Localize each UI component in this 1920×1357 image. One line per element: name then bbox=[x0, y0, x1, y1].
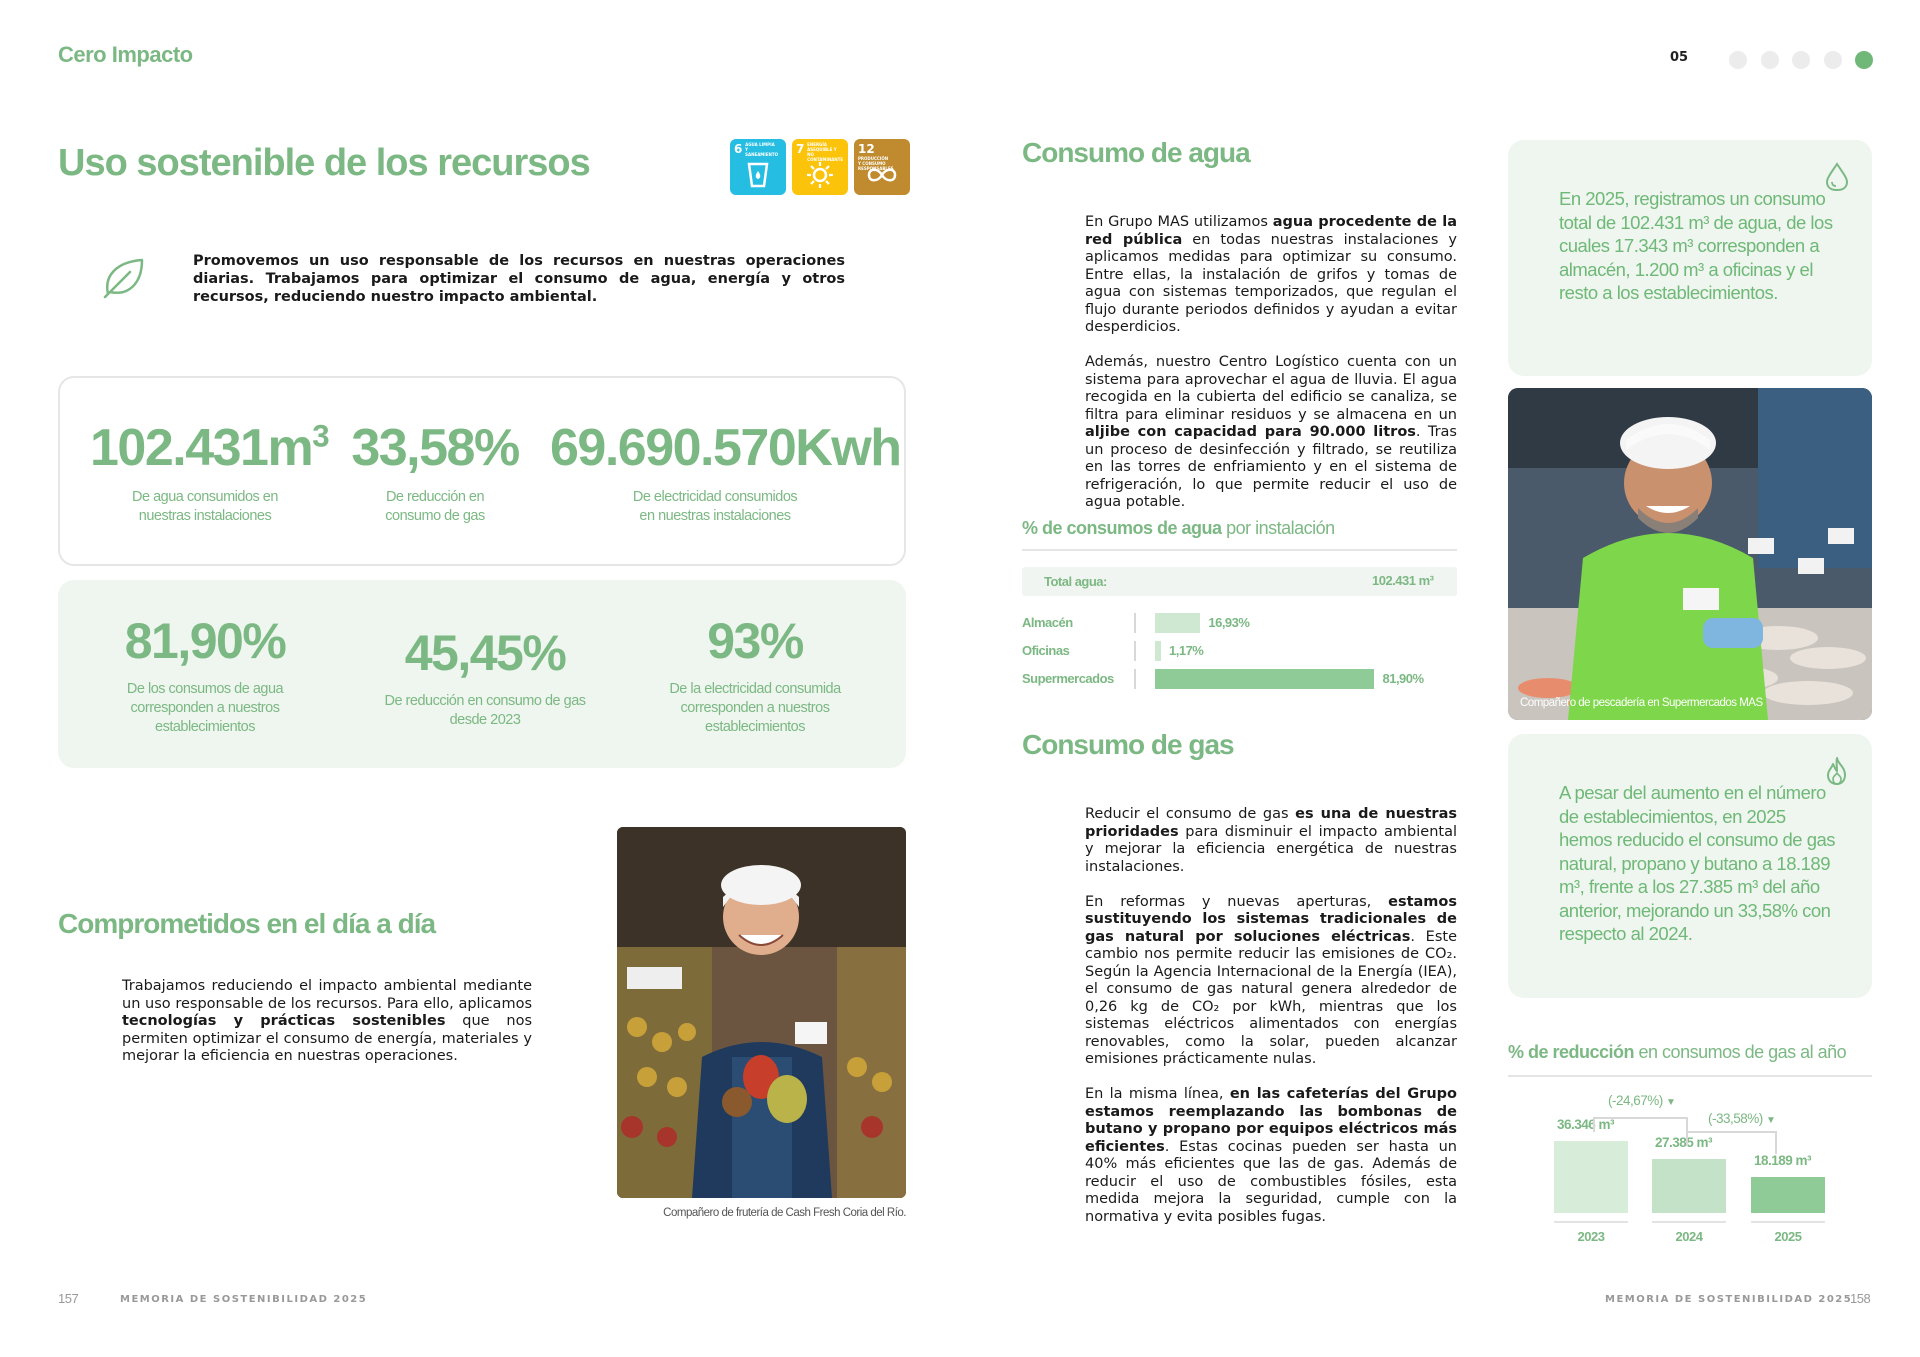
page-dot bbox=[1761, 51, 1779, 69]
gas-bar-value: 27.385 m³ bbox=[1655, 1134, 1713, 1150]
sdg-6-badge bbox=[730, 139, 786, 195]
infinity-icon bbox=[865, 165, 899, 185]
stat-water-value: $102.431m^3$ bbox=[90, 418, 329, 477]
sdg-label: ENERGÍA ASEQUIBLE Y NO CONTAMINANTE bbox=[807, 142, 844, 162]
fishmonger-photo bbox=[1508, 388, 1872, 720]
sdg-label: PRODUCCIÓN Y CONSUMO RESPONSABLES bbox=[858, 156, 894, 171]
gas-body-text: Reducir el consumo de gas es una de nuestras prioridades para disminuir el impacto ambiental y mejorar la eficiencia energética de nuestras instalaciones. En reformas y nuevas aperturas, estamos sustituyendo los sistemas tradicionales de gas natural por soluciones eléctricas. Este cambio nos permite reducir las emisiones de CO₂. Según la Agencia Internacional de la Energía (IEA), el consumo de gas natural genera alrededor de 0,26 kg de CO₂ por kWh, mientras que los sistemas eléctricos alimentados con energías renovables, como la solar, pueden alcanzar emisiones prácticamente nulas. En la misma línea, en las cafeterías del Grupo estamos reemplazando las bombonas de butano y propano por equipos eléctricos más eficientes. Estas cocinas pueden ser hasta un 40% más eficientes que las de gas. Además de reducir el uso de combustibles fósiles, esta medida mejora la seguridad, cumple con la normativa y evita posibles fugas. bbox=[1085, 806, 1457, 1225]
water-body-text: En Grupo MAS utilizamos agua procedente de la red pública en todas nuestras instalaciones y aplicamos medidas para optimizar su consumo. Entre ellas, la instalación de grifos y tomas de agua con sistemas temporizados, que regulan el flujo durante periodos definidos y ayudan a evitar desperdicios. Además, nuestro Centro Logístico cuenta con un sistema para aprovechar el agua de lluvia. El agua recogida en la cubierta del edificio se canaliza, se filtra para eliminar residuos y se almacena en un aljibe con capacidad para 90.000 litros. Tras un proceso de desinfección y filtrado, se reutiliza en las torres de enfriamiento y en el sistema de refrigeración, lo que permite reducir el uso de agua potable. bbox=[1085, 214, 1457, 510]
photo-caption-left: Compañero de frutería de Cash Fresh Coria del Río. bbox=[663, 1207, 906, 1219]
water-bar-separator bbox=[1134, 641, 1136, 661]
stat-renewable-electricity-desc: De la electricidad consumida corresponden a nuestros establecimientos bbox=[669, 681, 841, 735]
water-glass-icon bbox=[744, 161, 772, 189]
sdg-label: AGUA LIMPIA Y SANEAMIENTO bbox=[745, 142, 778, 157]
water-bar-separator bbox=[1134, 669, 1136, 689]
water-bar-value: 16,93% bbox=[1208, 615, 1250, 630]
gas-bar-year: 2023 bbox=[1577, 1229, 1605, 1244]
page-dot bbox=[1855, 51, 1873, 69]
gas-bar-value: 36.346 m³ bbox=[1557, 1117, 1615, 1132]
water-bar bbox=[1155, 641, 1161, 661]
water-bar-label: Almacén bbox=[1022, 615, 1073, 630]
water-chart-title: % de consumos de agua por instalación bbox=[1022, 518, 1335, 538]
stat-gas-since-2023-value: 45,45% bbox=[404, 625, 566, 681]
water-section-title: Consumo de agua bbox=[1022, 137, 1250, 168]
page-dot bbox=[1729, 51, 1747, 69]
page-number-left: 157 bbox=[58, 1291, 79, 1306]
page-number-right: 158 bbox=[1850, 1291, 1871, 1306]
intro-text: Promovemos un uso responsable de los recursos en nuestras operaciones diarias. Trabajamos para optimizar el consumo de agua, energía y otros recursos, reduciendo nuestro impacto ambiental. bbox=[193, 253, 845, 305]
water-bar-label: Oficinas bbox=[1022, 643, 1070, 658]
gas-highlight-text: A pesar del aumento en el número de establecimientos, en 2025 hemos reducido el consumo de gas natural, propano y butano a 18.189 m³, frente a los 27.385 m³ del año anterior, mejorando un 33,58% con respecto al 2024. bbox=[1559, 782, 1836, 944]
stat-water-share-value: 81,90% bbox=[124, 613, 286, 669]
gas-bar-baseline bbox=[1554, 1221, 1628, 1223]
section-tag: Cero Impacto bbox=[58, 42, 193, 67]
footer-title-left: MEMORIA DE SOSTENIBILIDAD 2025 bbox=[120, 1294, 368, 1305]
sun-icon bbox=[806, 161, 834, 189]
water-bar-label: Supermercados bbox=[1022, 671, 1114, 686]
sdg-number: 6 bbox=[734, 142, 743, 156]
photo-caption-right: Compañero de pescadería en Supermercados MAS bbox=[1520, 697, 1763, 709]
divider bbox=[1022, 549, 1457, 551]
stat-electricity-desc: De electricidad consumidos en nuestras instalaciones bbox=[632, 489, 798, 524]
divider bbox=[1508, 1075, 1872, 1077]
footer-title-right: MEMORIA DE SOSTENIBILIDAD 2025 bbox=[1605, 1294, 1853, 1305]
water-total-value: 102.431 m³ bbox=[1372, 573, 1434, 588]
gas-bar-year: 2025 bbox=[1774, 1229, 1802, 1244]
gas-change-2025: (-33,58%) ▼ bbox=[1708, 1111, 1776, 1126]
gas-bar-year: 2024 bbox=[1675, 1229, 1703, 1244]
fruit-worker-photo bbox=[617, 827, 906, 1198]
water-bar bbox=[1155, 613, 1200, 633]
water-bar-value: 81,90% bbox=[1382, 671, 1424, 686]
sdg-7-badge bbox=[792, 139, 848, 195]
water-highlight-text: En 2025, registramos un consumo total de 102.431 m³ de agua, de los cuales 17.343 m³ corresponden a almacén, 1.200 m³ a oficinas y el resto a los establecimientos. bbox=[1559, 188, 1833, 303]
water-bar bbox=[1155, 669, 1374, 689]
sdg-number: 7 bbox=[796, 142, 805, 156]
stat-electricity-value: 69.690.570Kwh bbox=[550, 419, 901, 477]
gas-bar-baseline bbox=[1652, 1221, 1726, 1223]
gas-change-2024: (-24,67%) ▼ bbox=[1608, 1093, 1676, 1108]
water-bar-separator bbox=[1134, 613, 1136, 633]
gas-bar-baseline bbox=[1751, 1221, 1825, 1223]
page-title: Uso sostenible de los recursos bbox=[58, 142, 590, 184]
page-indicator: 05 bbox=[1670, 50, 1689, 65]
gas-section-title: Consumo de gas bbox=[1022, 729, 1234, 760]
stat-gas-reduction-value: 33,58% bbox=[351, 419, 519, 477]
stat-renewable-electricity-value: 93% bbox=[707, 613, 803, 669]
gas-bar bbox=[1751, 1177, 1825, 1213]
stat-water-desc: De agua consumidos en nuestras instalaciones bbox=[132, 489, 278, 524]
water-total-label: Total agua: bbox=[1044, 574, 1107, 589]
water-bar-value: 1,17% bbox=[1169, 643, 1204, 658]
gas-bar-value: 18.189 m³ bbox=[1754, 1152, 1812, 1168]
page-dot bbox=[1824, 51, 1842, 69]
section-subtitle: Comprometidos en el día a día bbox=[58, 908, 436, 939]
gas-chart-title: % de reducción en consumos de gas al año bbox=[1508, 1042, 1847, 1062]
stat-water-share-desc: De los consumos de agua corresponden a nuestros establecimientos bbox=[126, 681, 284, 735]
page-dot bbox=[1792, 51, 1810, 69]
stat-gas-since-2023-desc: De reducción en consumo de gas desde 2023 bbox=[384, 693, 586, 728]
sdg-number: 12 bbox=[858, 142, 875, 156]
stat-gas-reduction-desc: De reducción en consumo de gas bbox=[385, 489, 485, 524]
sdg-12-badge bbox=[854, 139, 910, 195]
leaf-icon bbox=[100, 254, 146, 300]
body-text-left: Trabajamos reduciendo el impacto ambiental mediante un uso responsable de los recursos. Para ello, aplicamos tecnologías y prácticas sostenibles que nos permiten optimizar el consumo de energía, materiales y mejorar la eficiencia en nuestras operaciones. bbox=[122, 978, 532, 1064]
